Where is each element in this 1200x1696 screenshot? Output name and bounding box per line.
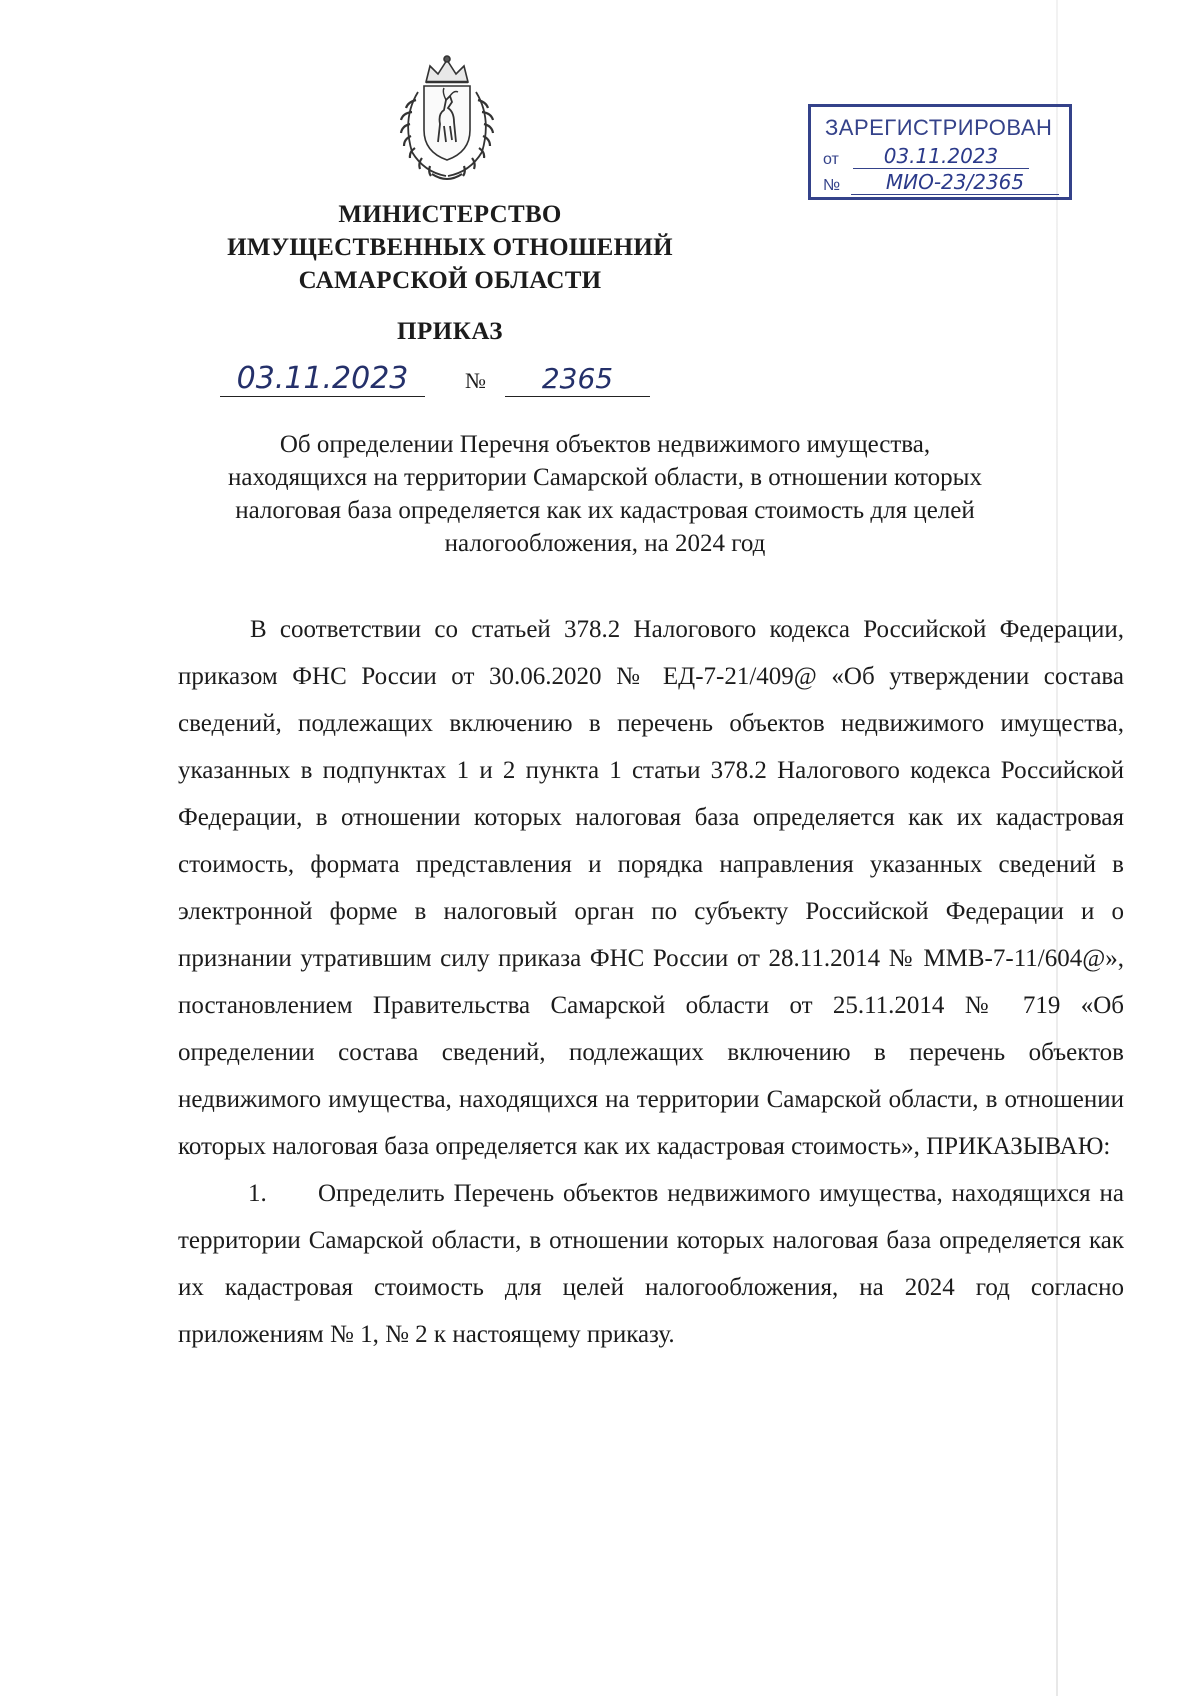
- item-1-number: 1.: [248, 1180, 267, 1207]
- stamp-number-row: [823, 169, 1059, 195]
- stamp-title: ЗАРЕГИСТРИРОВАН: [825, 115, 1053, 140]
- preamble-paragraph: В соответствии со статьей 378.2 Налогового кодекса Российской Федерации, приказом ФНС России от 30.06.2020 № ЕД-7-21/409@ «Об утверждении состава сведений, подлежащих включению в перечень объектов недвижимого имущества, указанных в подпунктах 1 и 2 пункта 1 статьи 378.2 Налогового кодекса Российской Федерации, в отношении которых налоговая база определяется как их кадастровая стоимость, формата представления и порядка направления указанных сведений в электронной форме в налоговый орган по субъекту Российской Федерации и о признании утратившим силу приказа ФНС России от 28.11.2014 № ММВ-7-11/604@», постановлением Правительства Самарской области от 25.11.2014 № 719 «Об определении состава сведений, подлежащих включению в перечень объектов недвижимого имущества, находящихся на территории Самарской области, в отношении которых налоговая база определяется как их кадастровая стоимость», ПРИКАЗЫВАЮ:: [178, 616, 1124, 1160]
- order-item-1: [178, 1170, 1124, 1358]
- document-body: [178, 606, 1124, 1358]
- order-date-number-line: [220, 362, 650, 402]
- subject-line-1: Об определении Перечня объектов недвижимого имущества,: [279, 431, 931, 458]
- ministry-line-1: МИНИСТЕРСТВО: [338, 201, 562, 228]
- stamp-date-value: 03.11.2023: [853, 144, 1029, 169]
- order-number-handwritten: 2365: [505, 362, 650, 397]
- subject-line-2: находящихся на территории Самарской области, в отношении которых: [228, 464, 982, 491]
- ministry-name: [200, 198, 700, 297]
- item-1-text: Определить Перечень объектов недвижимого имущества, находящихся на территории Самарской области, в отношении которых налоговая база определяется как их кадастровая стоимость для целей налогообложения, на 2024 год согласно приложениям № 1, № 2 к настоящему приказу.: [178, 1180, 1124, 1348]
- subject-line-3: налоговая база определяется как их кадастровая стоимость для целей: [235, 497, 975, 524]
- stamp-date-label: от: [823, 151, 839, 168]
- order-date-handwritten: 03.11.2023: [220, 362, 425, 397]
- document-subject: [170, 428, 1040, 560]
- registration-stamp: [808, 104, 1072, 200]
- stamp-number-value: МИО-23/2365: [851, 170, 1059, 195]
- samara-coat-of-arms-icon: [388, 52, 506, 184]
- stamp-number-label: №: [823, 177, 841, 194]
- document-type-title: ПРИКАЗ: [397, 318, 503, 345]
- stamp-date-row: [823, 143, 1059, 169]
- order-number-label: №: [465, 368, 486, 393]
- subject-line-4: налогообложения, на 2024 год: [444, 530, 766, 557]
- ministry-line-3: САМАРСКОЙ ОБЛАСТИ: [298, 267, 602, 294]
- ministry-line-2: ИМУЩЕСТВЕННЫХ ОТНОШЕНИЙ: [227, 234, 673, 261]
